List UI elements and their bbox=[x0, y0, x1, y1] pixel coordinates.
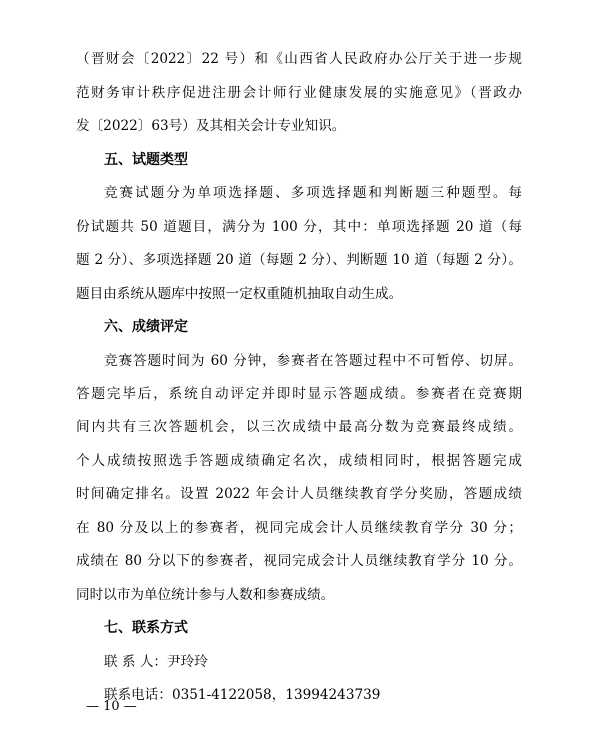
paragraph-line: （晋财会〔2022〕22 号）和《山西省人民政府办公厅关于进一步规 bbox=[76, 51, 522, 67]
paragraph-line: 份试题共 50 道题目，满分为 100 分，其中：单项选择题 20 道（每 bbox=[76, 219, 522, 235]
contact-person: 联 系 人：尹玲玲 bbox=[104, 654, 208, 670]
paragraph-line: 时间确定排名。设置 2022 年会计人员继续教育学分奖励，答题成绩 bbox=[76, 486, 522, 502]
paragraph-line: 答题完毕后，系统自动评定并即时显示答题成绩。参赛者在竞赛期 bbox=[76, 386, 522, 402]
paragraph-line: 个人成绩按照选手答题成绩确定名次，成绩相同时，根据答题完成 bbox=[76, 453, 522, 469]
paragraph-line: 竞赛试题分为单项选择题、多项选择题和判断题三种题型。每 bbox=[104, 185, 522, 201]
paragraph-line: 在 80 分及以上的参赛者，视同完成会计人员继续教育学分 30 分； bbox=[76, 520, 522, 536]
paragraph-line: 竞赛答题时间为 60 分钟，参赛者在答题过程中不可暂停、切屏。 bbox=[104, 353, 522, 369]
section-heading: 七、联系方式 bbox=[104, 620, 188, 636]
paragraph-line: 发〔2022〕63号）及其相关会计专业知识。 bbox=[76, 118, 346, 134]
contact-phone: 联系电话：0351-4122058，13994243739 bbox=[104, 687, 381, 703]
paragraph-line: 题 2 分）、多项选择题 20 道（每题 2 分）、判断题 10 道（每题 2 分）。 bbox=[76, 252, 522, 268]
paragraph-line: 范财务审计秩序促进注册会计师行业健康发展的实施意见》（晋政办 bbox=[76, 85, 522, 101]
page-number: — 10 — bbox=[86, 699, 137, 714]
section-heading: 五、试题类型 bbox=[104, 152, 188, 168]
section-heading: 六、成绩评定 bbox=[104, 319, 188, 335]
paragraph-line: 题目由系统从题库中按照一定权重随机抽取自动生成。 bbox=[76, 286, 403, 302]
paragraph-line: 同时以市为单位统计参与人数和参赛成绩。 bbox=[76, 587, 335, 603]
paragraph-line: 成绩在 80 分以下的参赛者，视同完成会计人员继续教育学分 10 分。 bbox=[76, 553, 522, 569]
paragraph-line: 间内共有三次答题机会，以三次成绩中最高分数为竞赛最终成绩。 bbox=[76, 419, 522, 435]
